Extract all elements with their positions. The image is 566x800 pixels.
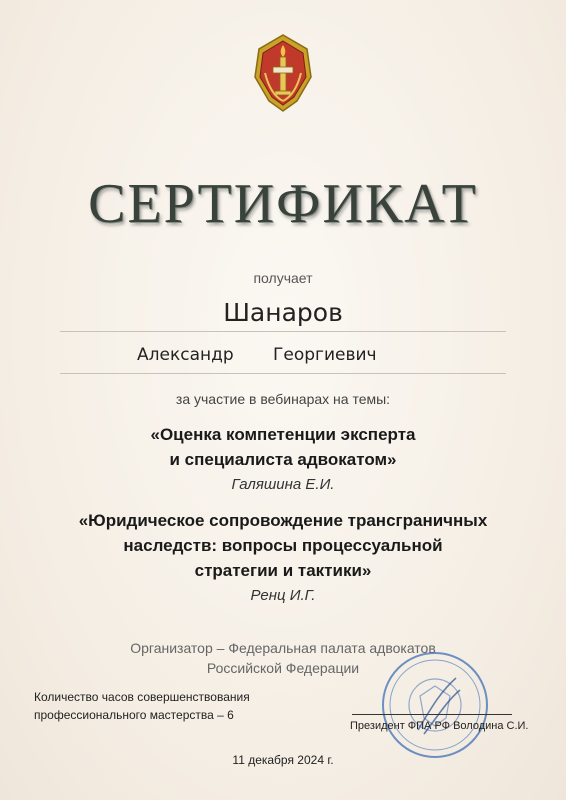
webinar-speaker-2: Ренц И.Г. — [250, 587, 316, 604]
surname-underline — [60, 331, 506, 332]
bar-association-emblem-icon — [251, 33, 315, 113]
signature-line — [352, 714, 512, 715]
topic-2-line-1: «Юридическое сопровождение трансграничных — [78, 511, 488, 530]
topic-1-line-2: и специалиста адвокатом» — [169, 450, 397, 469]
recipient-patronymic: Георгиевич — [273, 345, 377, 365]
topic-2-line-2: наследств: вопросы процессуальной — [123, 536, 443, 555]
name-underline — [60, 373, 506, 374]
recipient-first-name: Александр — [137, 345, 234, 365]
webinar-topic-2 — [0, 508, 566, 583]
webinar-topic-1 — [0, 422, 566, 472]
certificate-date: 11 декабря 2024 г. — [232, 753, 334, 767]
organizer-line-1: Организатор – Федеральная палата адвокатов — [130, 640, 436, 656]
training-hours — [34, 688, 250, 724]
hours-line-2: профессионального мастерства – 6 — [34, 708, 234, 722]
receives-label: получает — [253, 270, 313, 286]
organizer-line-2: Российской Федерации — [206, 660, 360, 676]
topic-2-line-3: стратегии и тактики» — [194, 561, 372, 580]
hours-line-1: Количество часов совершенствования — [34, 690, 250, 704]
certificate-title: СЕРТИФИКАТ — [88, 173, 478, 235]
topic-1-line-1: «Оценка компетенции эксперта — [150, 425, 416, 444]
participation-text: за участие в вебинарах на темы: — [175, 391, 391, 407]
webinar-speaker-1: Галяшина Е.И. — [231, 476, 335, 493]
official-stamp-icon — [380, 650, 490, 760]
recipient-surname: Шанаров — [223, 298, 343, 327]
president-signature-label: Президент ФПА РФ Володина С.И. — [350, 720, 529, 732]
